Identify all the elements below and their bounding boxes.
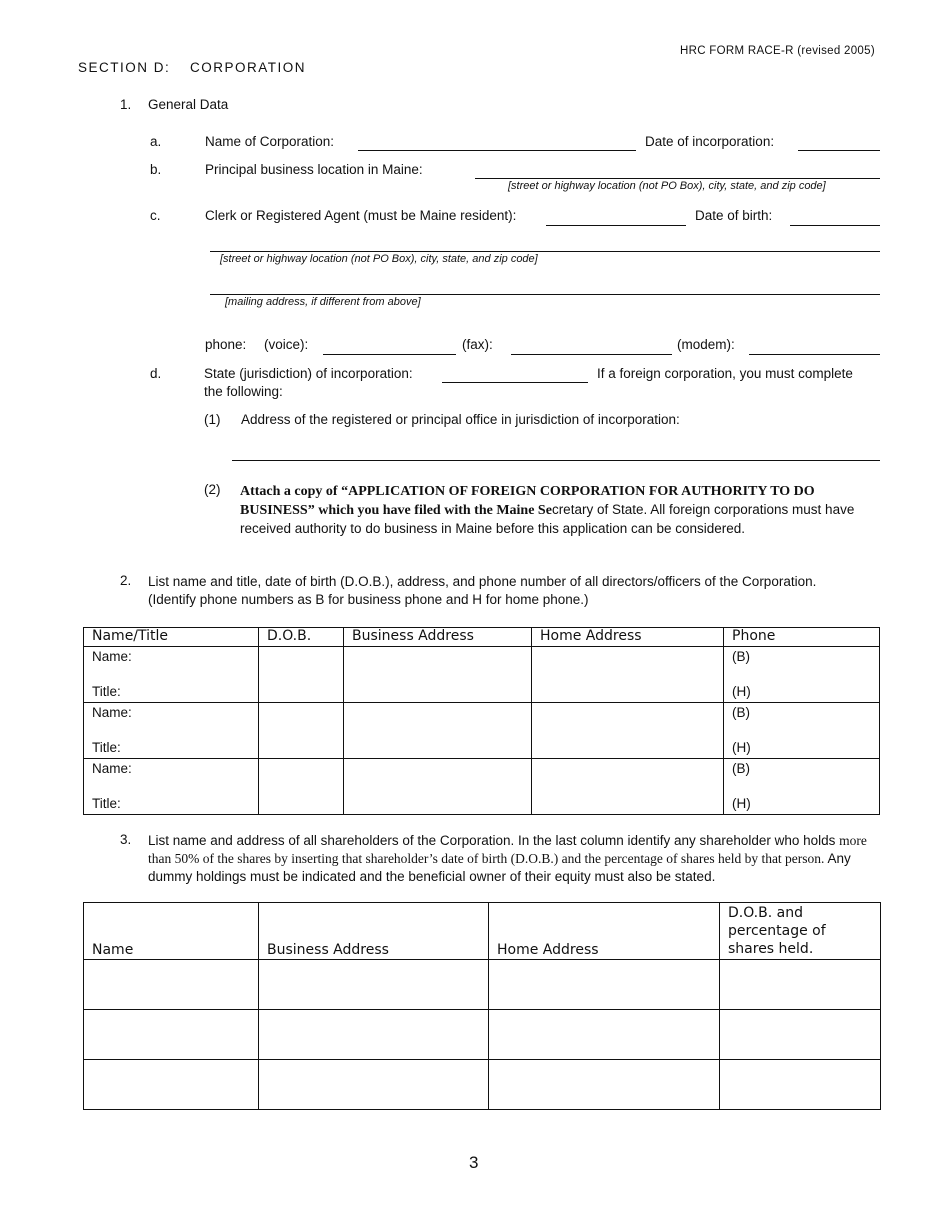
item3-number: 3. (120, 832, 132, 847)
table-header-row (84, 628, 880, 647)
table-row (84, 960, 881, 1010)
fax-label: (fax): (462, 337, 493, 352)
column-header: Home Address (489, 903, 720, 960)
business-phone-label: (B) (732, 649, 750, 664)
home-address-cell[interactable] (489, 1010, 720, 1060)
shareholder-name-cell[interactable] (84, 1010, 259, 1060)
sub2-rest-text: cretary of State. All foreign corporations must have received authority to do business in Maine before this application can be considered. (240, 502, 855, 536)
section-title: CORPORATION (190, 60, 307, 75)
table-row (84, 1060, 881, 1110)
phone-cell[interactable] (724, 703, 880, 759)
dob-cell[interactable] (259, 647, 344, 703)
phone-cell[interactable] (724, 647, 880, 703)
sub1-number: (1) (204, 412, 221, 427)
home-address-cell[interactable] (532, 647, 724, 703)
clerk-agent-field[interactable] (546, 225, 686, 226)
item3-text-c: Any dummy holdings must be indicated and the beneficial owner of their equity must also be stated. (148, 851, 851, 884)
name-label: Name: (92, 705, 132, 720)
dob-cell[interactable] (259, 759, 344, 815)
jurisdiction-label: State (jurisdiction) of incorporation: (204, 366, 413, 381)
fax-field[interactable] (511, 354, 672, 355)
shareholders-table (83, 902, 881, 1110)
table-row (84, 703, 880, 759)
clerk-mailing-note: [mailing address, if different from above] (225, 296, 421, 308)
table-row (84, 1010, 881, 1060)
business-address-cell[interactable] (344, 647, 532, 703)
title-label: Title: (92, 796, 121, 811)
dob-percentage-cell[interactable] (720, 960, 881, 1010)
form-id: HRC FORM RACE-R (revised 2005) (680, 45, 875, 57)
table-row (84, 647, 880, 703)
home-address-cell[interactable] (532, 759, 724, 815)
business-address-cell[interactable] (259, 1010, 489, 1060)
item3-paragraph (148, 832, 888, 886)
incorporation-date-field[interactable] (798, 150, 880, 151)
item3-text-a: List name and address of all shareholders of the Corporation. In the last column identify any shareholder who holds (148, 833, 840, 848)
jurisdiction-field[interactable] (442, 382, 588, 383)
item-a-letter: a. (150, 134, 162, 149)
column-header: Home Address (532, 628, 724, 647)
column-header: Phone (724, 628, 880, 647)
item-c-letter: c. (150, 208, 161, 223)
clerk-dob-label: Date of birth: (695, 208, 773, 223)
home-address-cell[interactable] (489, 1060, 720, 1110)
foreign-office-address-field[interactable] (232, 460, 880, 461)
name-title-cell[interactable] (84, 759, 259, 815)
item-d-letter: d. (150, 366, 162, 381)
dob-cell[interactable] (259, 703, 344, 759)
business-address-cell[interactable] (259, 960, 489, 1010)
home-address-cell[interactable] (532, 703, 724, 759)
corporation-name-field[interactable] (358, 150, 636, 151)
item2-text: List name and title, date of birth (D.O.B.), address, and phone number of all directors/officers of the Corporation. (Identify phone numbers as B for business phone and H for home phone.) (148, 574, 817, 607)
directors-officers-table (83, 627, 880, 815)
business-location-note: [street or highway location (not PO Box), city, state, and zip code] (508, 180, 826, 192)
column-header: D.O.B. and percentage of shares held. (720, 903, 881, 960)
business-address-cell[interactable] (344, 759, 532, 815)
column-header: D.O.B. (259, 628, 344, 647)
business-address-cell[interactable] (259, 1060, 489, 1110)
dob-percentage-cell[interactable] (720, 1010, 881, 1060)
foreign-corp-text: If a foreign corporation, you must complete (597, 366, 853, 381)
incorporation-date-label: Date of incorporation: (645, 134, 775, 149)
column-header: Name (84, 903, 259, 960)
sub2-number: (2) (204, 482, 221, 497)
page-number: 3 (469, 1153, 479, 1172)
column-header: Business Address (344, 628, 532, 647)
foreign-corp-text-cont: the following: (204, 384, 283, 399)
name-title-cell[interactable] (84, 703, 259, 759)
section-label: SECTION D: (78, 60, 171, 75)
column-header: Name/Title (84, 628, 259, 647)
phone-label: phone: (205, 337, 247, 352)
clerk-dob-field[interactable] (790, 225, 880, 226)
table-row (84, 759, 880, 815)
sub2-paragraph (240, 482, 870, 538)
business-location-label: Principal business location in Maine: (205, 162, 423, 177)
home-address-cell[interactable] (489, 960, 720, 1010)
title-label: Title: (92, 684, 121, 699)
item3-text-b: more than 50% of the shares by inserting that shareholder’s date of birth (D.O.B.) and the percentage of shares held by that person. (148, 833, 867, 866)
business-location-field[interactable] (475, 178, 880, 179)
column-header: Business Address (259, 903, 489, 960)
item-b-letter: b. (150, 162, 162, 177)
business-phone-label: (B) (732, 761, 750, 776)
voice-phone-field[interactable] (323, 354, 456, 355)
clerk-street-field[interactable] (210, 251, 880, 252)
home-phone-label: (H) (732, 740, 751, 755)
business-address-cell[interactable] (344, 703, 532, 759)
modem-label: (modem): (677, 337, 735, 352)
name-title-cell[interactable] (84, 647, 259, 703)
corporation-name-label: Name of Corporation: (205, 134, 335, 149)
table-header-row (84, 903, 881, 960)
name-label: Name: (92, 649, 132, 664)
home-phone-label: (H) (732, 796, 751, 811)
clerk-agent-label: Clerk or Registered Agent (must be Maine resident): (205, 208, 517, 223)
business-phone-label: (B) (732, 705, 750, 720)
shareholder-name-cell[interactable] (84, 1060, 259, 1110)
name-label: Name: (92, 761, 132, 776)
item1-title: General Data (148, 97, 229, 112)
home-phone-label: (H) (732, 684, 751, 699)
voice-label: (voice): (264, 337, 309, 352)
title-label: Title: (92, 740, 121, 755)
shareholder-name-cell[interactable] (84, 960, 259, 1010)
phone-cell[interactable] (724, 759, 880, 815)
clerk-mailing-field[interactable] (210, 294, 880, 295)
dob-percentage-cell[interactable] (720, 1060, 881, 1110)
clerk-street-note: [street or highway location (not PO Box), city, state, and zip code] (220, 253, 538, 265)
item2-number: 2. (120, 573, 132, 588)
modem-field[interactable] (749, 354, 880, 355)
item1-number: 1. (120, 97, 132, 112)
sub1-text: Address of the registered or principal office in jurisdiction of incorporation: (241, 412, 680, 427)
sub2-bold-text: Attach a copy of “APPLICATION OF FOREIGN CORPORATION FOR AUTHORITY TO DO BUSINESS” which you have filed with the Maine Se (240, 484, 815, 518)
